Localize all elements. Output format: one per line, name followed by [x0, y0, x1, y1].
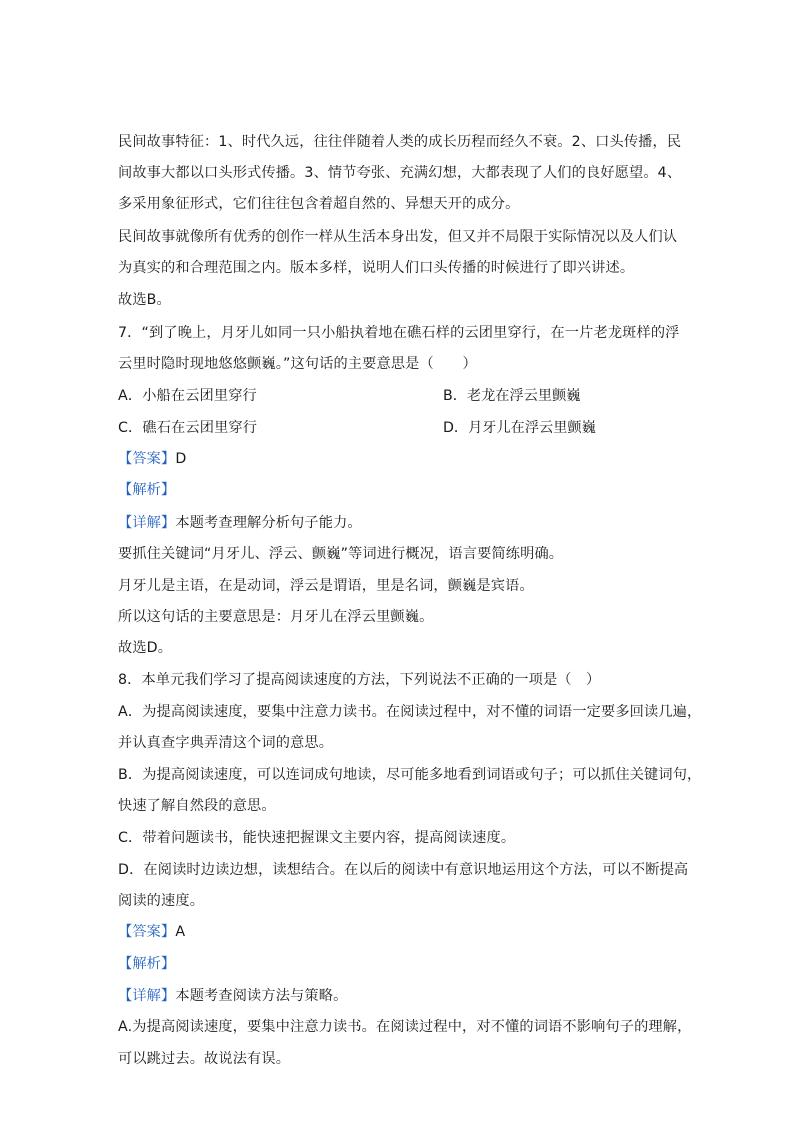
q8-detail	[118, 986, 347, 1006]
q8-analysis-tag: 【解析】	[118, 956, 176, 972]
intro-line-5: 为真实的和合理范围之内。版本多样，说明人们口头传播的时候进行了即兴讲述。	[118, 260, 635, 276]
q7-option-a: A．小船在云团里穿行	[118, 388, 257, 404]
q7-explanation-3: 所以这句话的主要意思是：月牙儿在浮云里颤巍。	[118, 609, 434, 625]
q7-analysis-tag: 【解析】	[118, 482, 176, 498]
q8-option-a-line-1: A．为提高阅读速度，要集中注意力读书。在阅读过程中，对不懂的词语一定要多回读几遍，	[118, 704, 702, 720]
detail-text: 本题考查理解分析句子能力。	[175, 515, 362, 531]
q7-stem-line-2: 云里时隐时现地悠悠颤巍。”这句话的主要意思是（ ）	[118, 356, 477, 372]
detail-text: 本题考查阅读方法与策略。	[175, 988, 348, 1004]
q8-explanation-1: A.为提高阅读速度，要集中注意力读书。在阅读过程中，对不懂的词语不影响句子的理解，	[118, 1019, 692, 1035]
answer-tag: 【答案】	[118, 451, 176, 467]
detail-tag: 【详解】	[118, 988, 176, 1004]
q7-answer	[118, 449, 186, 469]
detail-tag: 【详解】	[118, 515, 176, 531]
q8-answer	[118, 922, 185, 942]
answer-value: D	[175, 451, 187, 467]
answer-value: A	[175, 924, 186, 940]
intro-line-4: 民间故事就像所有优秀的创作一样从生活本身出发，但又并不局限于实际情况以及人们认	[118, 229, 678, 245]
q8-option-d-line-2: 阅读的速度。	[118, 893, 205, 909]
q8-option-b-line-2: 快速了解自然段的意思。	[118, 798, 276, 814]
intro-line-3: 多采用象征形式，它们往往包含着超自然的、异想天开的成分。	[118, 196, 520, 212]
q7-choice: 故选D。	[118, 640, 173, 656]
answer-tag: 【答案】	[118, 924, 176, 940]
q7-option-c: C．礁石在云团里穿行	[118, 420, 258, 436]
q8-option-d-line-1: D．在阅读时边读边想，读想结合。在以后的阅读中有意识地运用这个方法，可以不断提高	[118, 862, 689, 878]
intro-line-1: 民间故事特征：1、时代久远，往往伴随着人类的成长历程而经久不衰。2、口头传播，民	[118, 134, 682, 150]
q7-option-b: B．老龙在浮云里颤巍	[443, 388, 581, 404]
q8-option-c: C．带着问题读书，能快速把握课文主要内容，提高阅读速度。	[118, 830, 516, 846]
q7-explanation-2: 月牙儿是主语，在是动词，浮云是谓语，里是名词，颤巍是宾语。	[118, 578, 534, 594]
q8-option-a-line-2: 并认真查字典弄清这个词的意思。	[118, 735, 334, 751]
q8-explanation-2: 可以跳过去。故说法有误。	[118, 1051, 291, 1067]
q7-stem-line-1: 7．“到了晚上，月牙儿如同一只小船执着地在礁石样的云团里穿行，在一片老龙斑样的浮	[118, 325, 680, 341]
intro-choice: 故选B。	[118, 292, 171, 308]
q8-option-b-line-1: B．为提高阅读速度，可以连词成句地读，尽可能多地看到词语或句子；可以抓住关键词句，	[118, 767, 702, 783]
q7-option-d: D．月牙儿在浮云里颤巍	[443, 420, 596, 436]
intro-line-2: 间故事大都以口头形式传播。3、情节夸张、充满幻想，大都表现了人们的良好愿望。4、	[118, 165, 682, 181]
q8-stem: 8．本单元我们学习了提高阅读速度的方法，下列说法不正确的一项是（ ）	[118, 672, 601, 688]
q7-detail	[118, 513, 362, 533]
q7-explanation-1: 要抓住关键词“月牙儿、浮云、颤巍”等词进行概况，语言要简练明确。	[118, 546, 564, 562]
